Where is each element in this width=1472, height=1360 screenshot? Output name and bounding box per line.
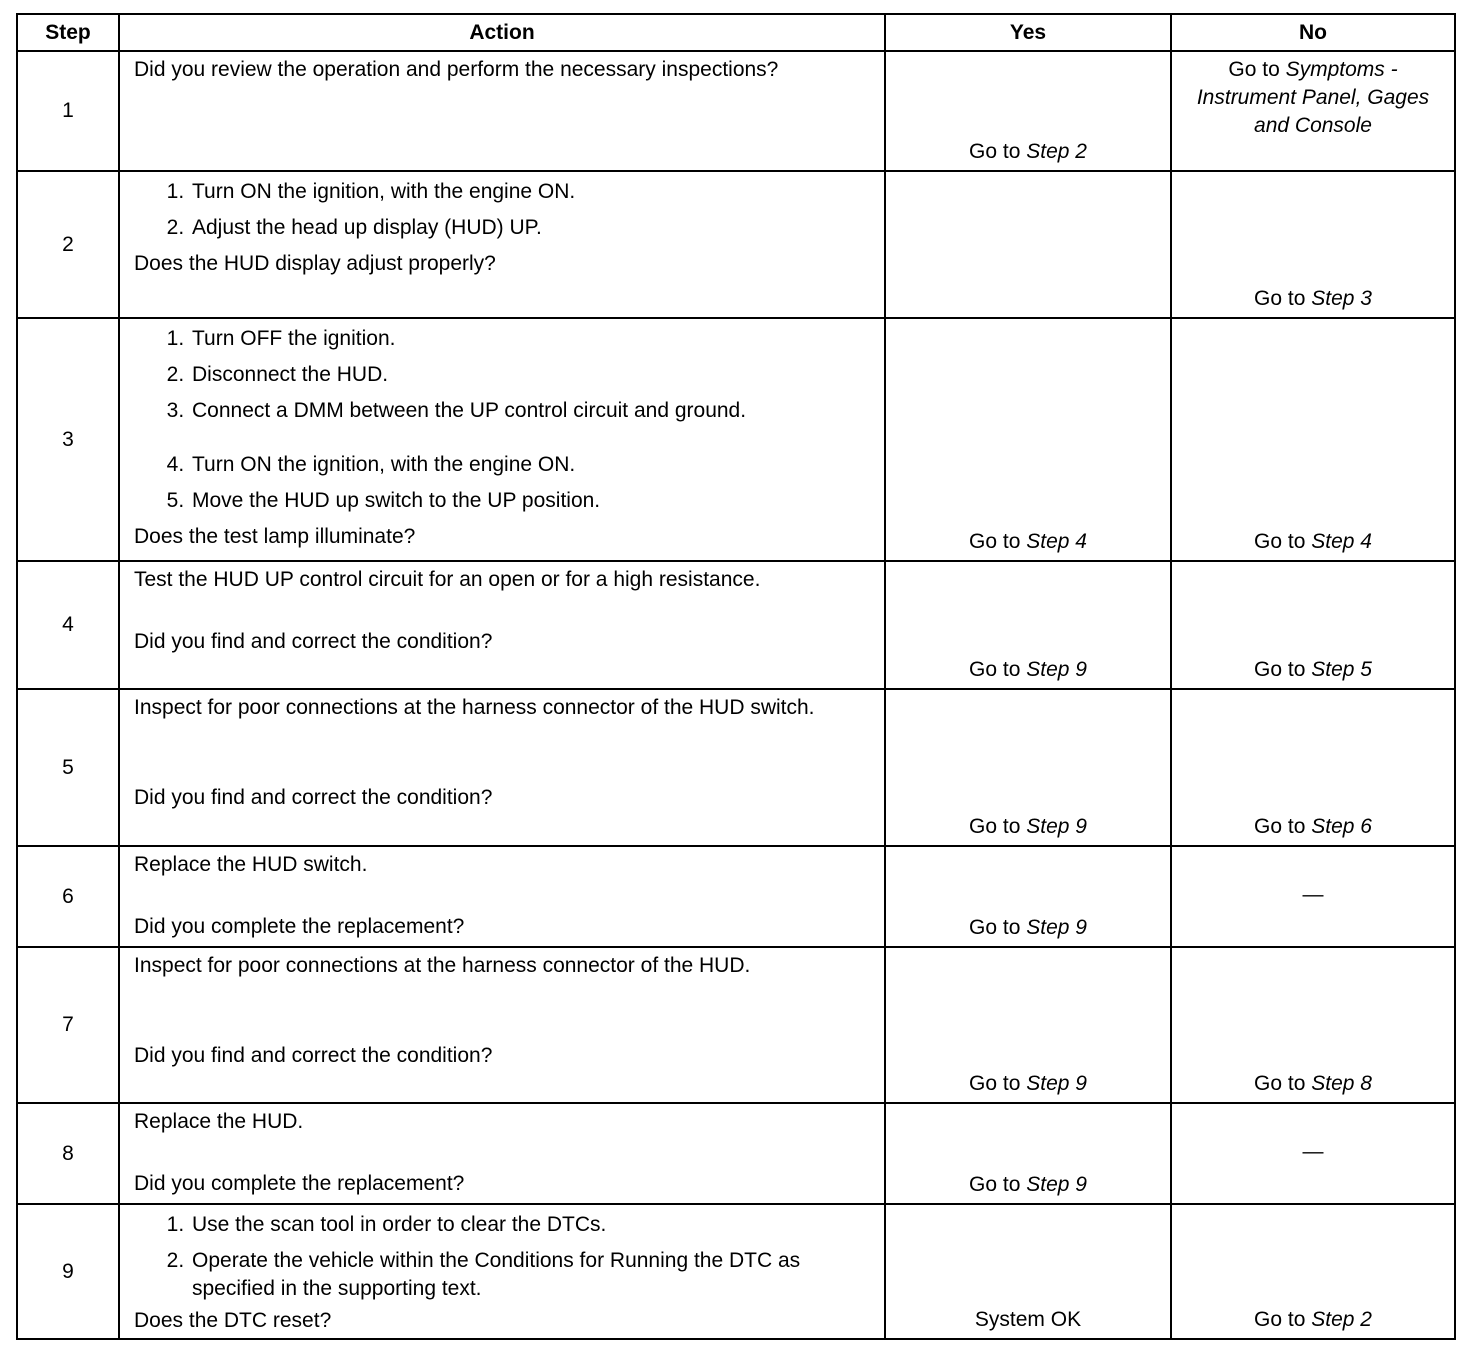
action-step-item: 3. Connect a DMM between the UP control circuit and ground. xyxy=(190,397,872,425)
action-step-item: 4. Turn ON the ignition, with the engine ON. xyxy=(190,451,872,479)
action-question: Does the DTC reset? xyxy=(134,1309,332,1332)
action-cell xyxy=(119,689,885,846)
table-row xyxy=(17,318,1455,561)
action-question: Did you complete the replacement? xyxy=(134,915,465,938)
action-cell xyxy=(119,171,885,318)
no-prefix: Go to xyxy=(1254,658,1312,681)
yes-prefix: Go to xyxy=(969,916,1027,939)
step-number: 8 xyxy=(17,1103,119,1204)
yes-cell[interactable] xyxy=(885,846,1171,947)
step-number: 3 xyxy=(17,318,119,561)
no-link[interactable]: Step 3 xyxy=(1311,287,1372,310)
no-prefix: Go to xyxy=(1228,58,1286,81)
step-number: 2 xyxy=(17,171,119,318)
action-step-item: 2. Operate the vehicle within the Conditions for Running the DTC as specified in the supporting text. xyxy=(190,1247,872,1303)
yes-prefix: Go to xyxy=(969,530,1027,553)
yes-prefix: Go to xyxy=(969,815,1027,838)
no-link[interactable]: Step 8 xyxy=(1311,1072,1372,1095)
yes-link[interactable]: Step 9 xyxy=(1026,916,1087,939)
yes-prefix: Go to xyxy=(969,658,1027,681)
yes-link[interactable]: Step 9 xyxy=(1026,1072,1087,1095)
table-row xyxy=(17,51,1455,171)
yes-link[interactable]: Step 9 xyxy=(1026,1173,1087,1196)
table-row xyxy=(17,171,1455,318)
no-link[interactable]: Step 2 xyxy=(1311,1308,1372,1331)
no-dash: — xyxy=(1302,1139,1324,1163)
action-step-item: 1. Turn ON the ignition, with the engine ON. xyxy=(190,178,872,206)
yes-cell[interactable] xyxy=(885,318,1171,561)
yes-plain: System OK xyxy=(974,1308,1082,1331)
action-question: Does the HUD display adjust properly? xyxy=(134,252,496,275)
yes-cell[interactable] xyxy=(885,1103,1171,1204)
action-question: Did you complete the replacement? xyxy=(134,1172,465,1195)
no-cell[interactable] xyxy=(1171,947,1455,1103)
action-question: Did you find and correct the condition? xyxy=(134,630,493,653)
action-cell xyxy=(119,1204,885,1339)
action-question: Did you find and correct the condition? xyxy=(134,786,493,809)
step-number: 5 xyxy=(17,689,119,846)
yes-link[interactable]: Step 4 xyxy=(1026,530,1087,553)
yes-cell xyxy=(885,1204,1171,1339)
yes-cell[interactable] xyxy=(885,689,1171,846)
step-number: 6 xyxy=(17,846,119,947)
yes-prefix: Go to xyxy=(969,1173,1027,1196)
action-cell xyxy=(119,846,885,947)
action-step-item: 2. Disconnect the HUD. xyxy=(190,361,872,389)
action-step-item: 1. Use the scan tool in order to clear the DTCs. xyxy=(190,1211,872,1239)
action-cell xyxy=(119,947,885,1103)
step-number: 9 xyxy=(17,1204,119,1339)
table-row xyxy=(17,1103,1455,1204)
table-row xyxy=(17,846,1455,947)
no-link[interactable]: Step 4 xyxy=(1311,530,1372,553)
yes-cell[interactable] xyxy=(885,51,1171,171)
action-text: Replace the HUD. xyxy=(134,1110,304,1133)
step-number: 7 xyxy=(17,947,119,1103)
step-number: 4 xyxy=(17,561,119,689)
action-cell xyxy=(119,318,885,561)
action-step-item: 5. Move the HUD up switch to the UP position. xyxy=(190,487,872,515)
action-text: Inspect for poor connections at the harness connector of the HUD. xyxy=(134,954,751,977)
no-cell[interactable] xyxy=(1171,171,1455,318)
step-number: 1 xyxy=(17,51,119,171)
action-question: Does the test lamp illuminate? xyxy=(134,525,416,548)
action-steps xyxy=(134,178,872,242)
no-cell xyxy=(1171,1103,1455,1204)
yes-cell[interactable] xyxy=(885,947,1171,1103)
no-cell[interactable] xyxy=(1171,51,1455,171)
action-text: Test the HUD UP control circuit for an open or for a high resistance. xyxy=(134,568,761,591)
no-cell[interactable] xyxy=(1171,689,1455,846)
table-row xyxy=(17,1204,1455,1339)
header-row xyxy=(17,14,1455,51)
no-cell[interactable] xyxy=(1171,1204,1455,1339)
no-link[interactable]: Symptoms - Instrument Panel, Gages and Console xyxy=(1196,58,1430,137)
no-cell xyxy=(1171,846,1455,947)
yes-link[interactable]: Step 2 xyxy=(1026,140,1087,163)
header-yes: Yes xyxy=(885,14,1171,51)
action-cell xyxy=(119,1103,885,1204)
action-cell xyxy=(119,561,885,689)
action-text: Replace the HUD switch. xyxy=(134,853,368,876)
action-steps xyxy=(134,1211,872,1303)
header-step: Step xyxy=(17,14,119,51)
header-no: No xyxy=(1171,14,1455,51)
no-link[interactable]: Step 5 xyxy=(1311,658,1372,681)
table-row xyxy=(17,561,1455,689)
diagnostic-table xyxy=(16,13,1456,1340)
table-row xyxy=(17,947,1455,1103)
yes-cell[interactable] xyxy=(885,561,1171,689)
no-prefix: Go to xyxy=(1254,815,1312,838)
yes-prefix: Go to xyxy=(969,140,1027,163)
yes-prefix: Go to xyxy=(969,1072,1027,1095)
no-link[interactable]: Step 6 xyxy=(1311,815,1372,838)
action-step-item: 2. Adjust the head up display (HUD) UP. xyxy=(190,214,872,242)
yes-link[interactable]: Step 9 xyxy=(1026,815,1087,838)
action-step-item: 1. Turn OFF the ignition. xyxy=(190,325,872,353)
no-dash: — xyxy=(1302,882,1324,906)
yes-link[interactable]: Step 9 xyxy=(1026,658,1087,681)
action-text: Inspect for poor connections at the harness connector of the HUD switch. xyxy=(134,696,815,719)
action-question: Did you find and correct the condition? xyxy=(134,1044,493,1067)
no-prefix: Go to xyxy=(1254,287,1312,310)
no-prefix: Go to xyxy=(1254,530,1312,553)
table-row xyxy=(17,689,1455,846)
no-cell[interactable] xyxy=(1171,561,1455,689)
no-prefix: Go to xyxy=(1254,1072,1312,1095)
action-text: Did you review the operation and perform the necessary inspections? xyxy=(134,58,779,81)
no-prefix: Go to xyxy=(1254,1308,1312,1331)
action-steps xyxy=(134,325,872,515)
action-cell xyxy=(119,51,885,171)
header-action: Action xyxy=(119,14,885,51)
no-cell[interactable] xyxy=(1171,318,1455,561)
yes-cell xyxy=(885,171,1171,318)
